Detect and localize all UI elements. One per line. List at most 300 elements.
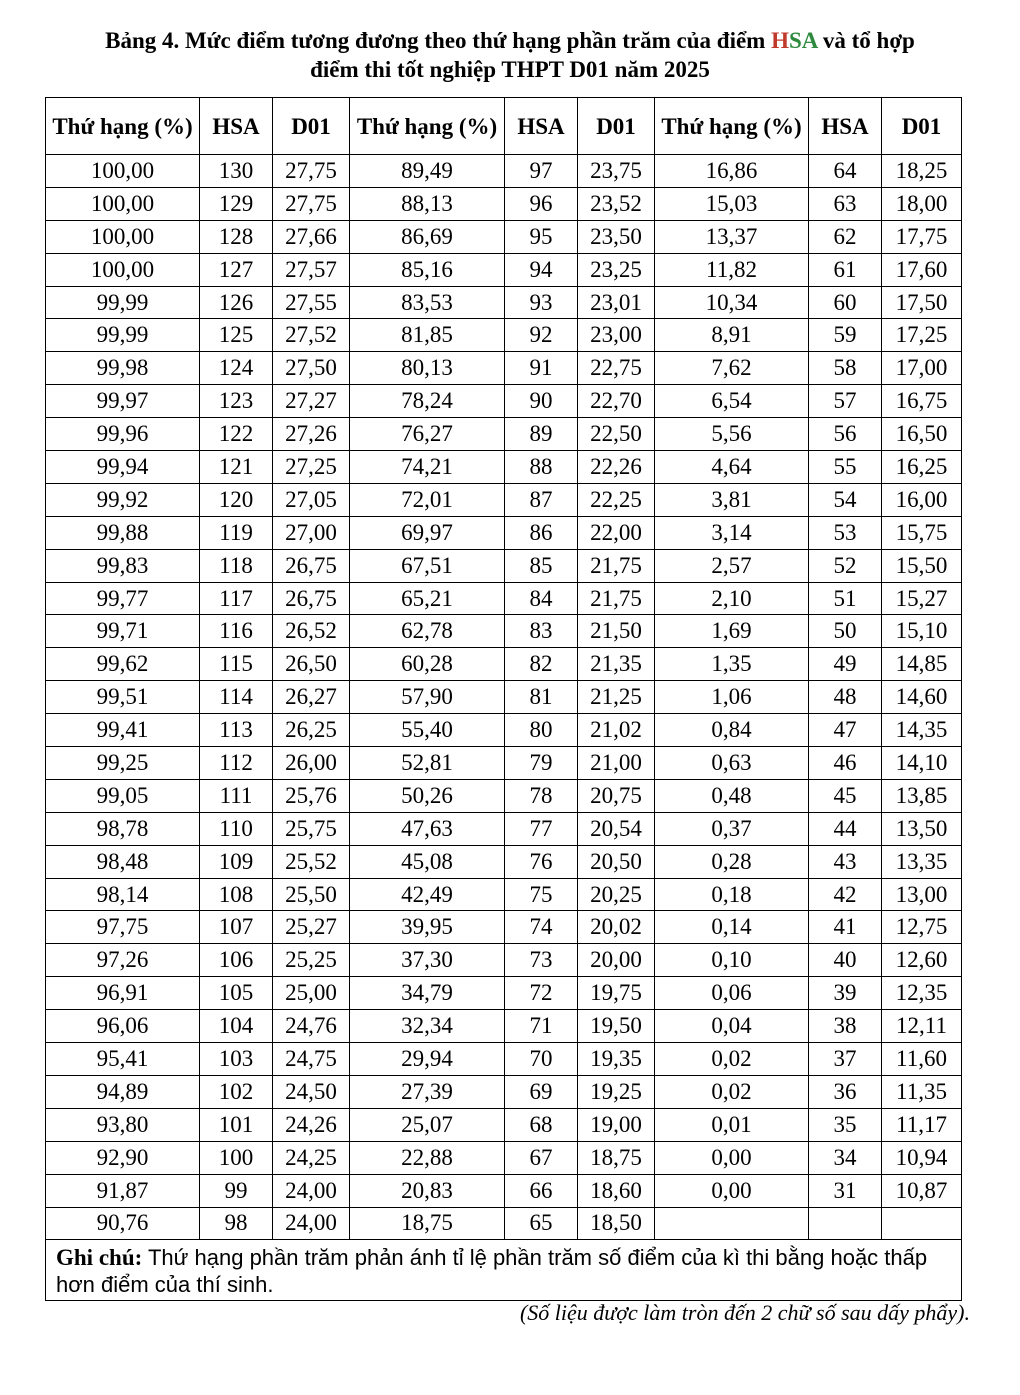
table-row [46,286,962,319]
header-row [46,98,962,155]
rank-cell: 96,06 [46,1010,200,1043]
hsa-cell: 49 [809,648,882,681]
d01-cell: 15,50 [882,549,962,582]
d01-cell: 19,00 [578,1108,655,1141]
hsa-cell: 95 [505,220,578,253]
rank-cell: 3,81 [655,483,809,516]
rank-cell: 42,49 [350,878,505,911]
d01-cell: 23,75 [578,155,655,188]
hsa-cell: 127 [200,253,273,286]
table-row [46,253,962,286]
hsa-cell: 73 [505,944,578,977]
hsa-cell: 111 [200,779,273,812]
rank-cell: 2,57 [655,549,809,582]
header-d01-1: D01 [273,98,350,155]
d01-cell: 27,05 [273,483,350,516]
rank-cell: 0,02 [655,1043,809,1076]
rank-cell: 27,39 [350,1075,505,1108]
rank-cell: 62,78 [350,615,505,648]
hsa-cell: 44 [809,812,882,845]
hsa-cell: 87 [505,483,578,516]
hsa-cell: 66 [505,1174,578,1207]
d01-cell: 27,75 [273,187,350,220]
hsa-cell: 115 [200,648,273,681]
hsa-cell: 120 [200,483,273,516]
hsa-cell [809,1207,882,1240]
rank-cell: 81,85 [350,319,505,352]
d01-cell: 22,50 [578,418,655,451]
hsa-cell: 53 [809,516,882,549]
hsa-cell: 88 [505,451,578,484]
rank-cell: 7,62 [655,352,809,385]
rank-cell: 95,41 [46,1043,200,1076]
rank-cell: 16,86 [655,155,809,188]
d01-cell: 21,02 [578,714,655,747]
d01-cell: 22,00 [578,516,655,549]
rank-cell: 0,02 [655,1075,809,1108]
d01-cell: 14,35 [882,714,962,747]
hsa-cell: 42 [809,878,882,911]
hsa-cell: 31 [809,1174,882,1207]
hsa-cell: 81 [505,681,578,714]
rank-cell: 15,03 [655,187,809,220]
d01-cell: 23,52 [578,187,655,220]
d01-cell: 24,00 [273,1174,350,1207]
d01-cell: 25,27 [273,911,350,944]
table-row [46,977,962,1010]
title-suffix: và tổ hợp [817,28,915,53]
hsa-cell: 74 [505,911,578,944]
d01-cell: 17,00 [882,352,962,385]
rank-cell: 52,81 [350,747,505,780]
hsa-cell: 125 [200,319,273,352]
table-row [46,878,962,911]
header-rank-2: Thứ hạng (%) [350,98,505,155]
rank-cell: 83,53 [350,286,505,319]
note-cell [46,1240,962,1301]
hsa-cell: 122 [200,418,273,451]
rank-cell: 99,88 [46,516,200,549]
hsa-cell: 80 [505,714,578,747]
rank-cell: 1,06 [655,681,809,714]
table-row [46,483,962,516]
table-row [46,1075,962,1108]
hsa-cell: 70 [505,1043,578,1076]
d01-cell: 16,00 [882,483,962,516]
hsa-cell: 126 [200,286,273,319]
title-hsa-h: H [771,28,789,53]
rank-cell: 100,00 [46,155,200,188]
rank-cell: 98,48 [46,845,200,878]
hsa-cell: 68 [505,1108,578,1141]
note-row [46,1240,962,1301]
rank-cell: 99,92 [46,483,200,516]
rank-cell: 32,34 [350,1010,505,1043]
rank-cell: 0,84 [655,714,809,747]
d01-cell: 24,00 [273,1207,350,1240]
d01-cell: 27,55 [273,286,350,319]
hsa-cell: 90 [505,385,578,418]
hsa-cell: 102 [200,1075,273,1108]
rank-cell: 100,00 [46,220,200,253]
rank-cell: 99,25 [46,747,200,780]
hsa-cell: 59 [809,319,882,352]
d01-cell: 18,60 [578,1174,655,1207]
d01-cell: 24,50 [273,1075,350,1108]
hsa-cell: 83 [505,615,578,648]
d01-cell: 22,70 [578,385,655,418]
hsa-cell: 57 [809,385,882,418]
rank-cell: 4,64 [655,451,809,484]
rounding-footnote: (Số liệu được làm tròn đến 2 chữ số sau dấy phẩy). [519,1300,970,1325]
d01-cell: 21,25 [578,681,655,714]
table-row [46,582,962,615]
hsa-cell: 98 [200,1207,273,1240]
note-text: Thứ hạng phần trăm phản ánh tỉ lệ phần trăm số điểm của kì thi bằng hoặc thấp hơn điểm của thí sinh. [56,1245,928,1298]
table-body [46,155,962,1240]
d01-cell: 21,75 [578,549,655,582]
d01-cell: 15,75 [882,516,962,549]
rank-cell: 37,30 [350,944,505,977]
rank-cell: 13,37 [655,220,809,253]
d01-cell: 18,25 [882,155,962,188]
rank-cell: 99,99 [46,319,200,352]
rank-cell: 22,88 [350,1141,505,1174]
rank-cell: 0,18 [655,878,809,911]
hsa-cell: 112 [200,747,273,780]
d01-cell: 26,27 [273,681,350,714]
rank-cell: 92,90 [46,1141,200,1174]
rank-cell: 2,10 [655,582,809,615]
hsa-cell: 47 [809,714,882,747]
d01-cell: 12,35 [882,977,962,1010]
table-row [46,1010,962,1043]
hsa-cell: 41 [809,911,882,944]
table-row [46,155,962,188]
d01-cell: 10,94 [882,1141,962,1174]
hsa-cell: 119 [200,516,273,549]
hsa-cell: 82 [505,648,578,681]
rank-cell: 99,99 [46,286,200,319]
d01-cell: 26,00 [273,747,350,780]
hsa-cell: 128 [200,220,273,253]
hsa-cell: 121 [200,451,273,484]
table-row [46,352,962,385]
d01-cell: 13,85 [882,779,962,812]
table-title [0,26,1020,84]
rank-cell: 74,21 [350,451,505,484]
rank-cell: 45,08 [350,845,505,878]
hsa-cell: 105 [200,977,273,1010]
d01-cell: 24,76 [273,1010,350,1043]
rank-cell: 18,75 [350,1207,505,1240]
rank-cell: 99,41 [46,714,200,747]
rank-cell: 60,28 [350,648,505,681]
hsa-cell: 85 [505,549,578,582]
hsa-cell: 86 [505,516,578,549]
d01-cell: 23,25 [578,253,655,286]
d01-cell: 19,50 [578,1010,655,1043]
hsa-cell: 104 [200,1010,273,1043]
hsa-cell: 63 [809,187,882,220]
hsa-cell: 35 [809,1108,882,1141]
hsa-cell: 67 [505,1141,578,1174]
rank-cell: 80,13 [350,352,505,385]
rank-cell: 34,79 [350,977,505,1010]
rank-cell: 99,83 [46,549,200,582]
hsa-cell: 69 [505,1075,578,1108]
header-rank-1: Thứ hạng (%) [46,98,200,155]
rank-cell: 85,16 [350,253,505,286]
d01-cell: 18,50 [578,1207,655,1240]
hsa-cell: 48 [809,681,882,714]
d01-cell: 17,25 [882,319,962,352]
rank-cell: 10,34 [655,286,809,319]
d01-cell: 20,25 [578,878,655,911]
d01-cell: 27,57 [273,253,350,286]
rank-cell: 78,24 [350,385,505,418]
table-row [46,615,962,648]
rank-cell: 0,63 [655,747,809,780]
rank-cell: 57,90 [350,681,505,714]
rank-cell: 100,00 [46,253,200,286]
rank-cell: 99,71 [46,615,200,648]
d01-cell: 20,54 [578,812,655,845]
table-row [46,187,962,220]
title-hsa-sa: SA [788,28,818,53]
table-row [46,1043,962,1076]
rank-cell: 99,62 [46,648,200,681]
d01-cell: 17,50 [882,286,962,319]
d01-cell: 12,11 [882,1010,962,1043]
d01-cell: 26,75 [273,549,350,582]
rank-cell: 25,07 [350,1108,505,1141]
rank-cell: 0,28 [655,845,809,878]
d01-cell: 26,52 [273,615,350,648]
hsa-cell: 75 [505,878,578,911]
hsa-cell: 123 [200,385,273,418]
hsa-cell: 110 [200,812,273,845]
d01-cell: 23,00 [578,319,655,352]
hsa-cell: 34 [809,1141,882,1174]
table-row [46,451,962,484]
d01-cell: 19,25 [578,1075,655,1108]
d01-cell: 21,00 [578,747,655,780]
d01-cell: 21,75 [578,582,655,615]
hsa-cell: 55 [809,451,882,484]
d01-cell: 19,35 [578,1043,655,1076]
rank-cell: 96,91 [46,977,200,1010]
hsa-cell: 106 [200,944,273,977]
d01-cell: 13,50 [882,812,962,845]
d01-cell: 27,66 [273,220,350,253]
table-row [46,648,962,681]
rank-cell: 94,89 [46,1075,200,1108]
rank-cell: 93,80 [46,1108,200,1141]
rank-cell: 3,14 [655,516,809,549]
hsa-cell: 64 [809,155,882,188]
header-hsa-3: HSA [809,98,882,155]
rank-cell: 0,48 [655,779,809,812]
d01-cell: 14,60 [882,681,962,714]
d01-cell: 23,50 [578,220,655,253]
d01-cell: 15,10 [882,615,962,648]
d01-cell [882,1207,962,1240]
d01-cell: 24,25 [273,1141,350,1174]
hsa-cell: 77 [505,812,578,845]
d01-cell: 24,26 [273,1108,350,1141]
d01-cell: 11,35 [882,1075,962,1108]
table-row [46,747,962,780]
rank-cell: 0,00 [655,1174,809,1207]
title-prefix: Bảng 4. Mức điểm tương đương theo thứ hạng phần trăm của điểm [105,28,772,53]
d01-cell: 20,00 [578,944,655,977]
title-line-2: điểm thi tốt nghiệp THPT D01 năm 2025 [310,57,710,82]
hsa-cell: 51 [809,582,882,615]
rank-cell: 0,14 [655,911,809,944]
d01-cell: 20,75 [578,779,655,812]
table-row [46,1174,962,1207]
hsa-cell: 72 [505,977,578,1010]
rank-cell: 88,13 [350,187,505,220]
d01-cell: 15,27 [882,582,962,615]
hsa-cell: 50 [809,615,882,648]
table-row [46,220,962,253]
d01-cell: 17,75 [882,220,962,253]
rank-cell: 99,05 [46,779,200,812]
hsa-cell: 103 [200,1043,273,1076]
table-row [46,714,962,747]
hsa-cell: 65 [505,1207,578,1240]
d01-cell: 27,27 [273,385,350,418]
rank-cell: 100,00 [46,187,200,220]
hsa-cell: 114 [200,681,273,714]
rank-cell: 39,95 [350,911,505,944]
rank-cell: 65,21 [350,582,505,615]
d01-cell: 18,75 [578,1141,655,1174]
rank-cell [655,1207,809,1240]
hsa-cell: 109 [200,845,273,878]
rank-cell: 89,49 [350,155,505,188]
hsa-cell: 96 [505,187,578,220]
header-d01-3: D01 [882,98,962,155]
table-row [46,319,962,352]
d01-cell: 12,60 [882,944,962,977]
hsa-cell: 39 [809,977,882,1010]
hsa-cell: 43 [809,845,882,878]
d01-cell: 18,00 [882,187,962,220]
d01-cell: 14,85 [882,648,962,681]
rank-cell: 67,51 [350,549,505,582]
hsa-cell: 79 [505,747,578,780]
d01-cell: 20,50 [578,845,655,878]
hsa-cell: 99 [200,1174,273,1207]
header-hsa-2: HSA [505,98,578,155]
rank-cell: 47,63 [350,812,505,845]
rank-cell: 0,37 [655,812,809,845]
table-row [46,1207,962,1240]
d01-cell: 21,50 [578,615,655,648]
rank-cell: 99,97 [46,385,200,418]
rank-cell: 6,54 [655,385,809,418]
score-equivalence-table [45,97,962,1301]
rank-cell: 50,26 [350,779,505,812]
rank-cell: 0,04 [655,1010,809,1043]
hsa-cell: 62 [809,220,882,253]
d01-cell: 23,01 [578,286,655,319]
hsa-cell: 84 [505,582,578,615]
hsa-cell: 52 [809,549,882,582]
table-row [46,1108,962,1141]
hsa-cell: 58 [809,352,882,385]
rank-cell: 99,98 [46,352,200,385]
rank-cell: 0,06 [655,977,809,1010]
rank-cell: 55,40 [350,714,505,747]
note-label: Ghi chú: [56,1245,143,1271]
header-d01-2: D01 [578,98,655,155]
hsa-cell: 94 [505,253,578,286]
d01-cell: 22,26 [578,451,655,484]
hsa-cell: 129 [200,187,273,220]
rank-cell: 0,10 [655,944,809,977]
rank-cell: 72,01 [350,483,505,516]
hsa-cell: 100 [200,1141,273,1174]
hsa-cell: 54 [809,483,882,516]
table-row [46,385,962,418]
d01-cell: 13,35 [882,845,962,878]
hsa-cell: 130 [200,155,273,188]
rank-cell: 90,76 [46,1207,200,1240]
d01-cell: 26,75 [273,582,350,615]
d01-cell: 16,50 [882,418,962,451]
rank-cell: 5,56 [655,418,809,451]
d01-cell: 19,75 [578,977,655,1010]
table-row [46,1141,962,1174]
d01-cell: 27,52 [273,319,350,352]
table-row [46,681,962,714]
header-hsa-1: HSA [200,98,273,155]
rank-cell: 98,78 [46,812,200,845]
table-row [46,812,962,845]
hsa-cell: 124 [200,352,273,385]
rank-cell: 97,75 [46,911,200,944]
d01-cell: 27,25 [273,451,350,484]
hsa-cell: 101 [200,1108,273,1141]
hsa-cell: 92 [505,319,578,352]
table-row [46,845,962,878]
rank-cell: 86,69 [350,220,505,253]
hsa-cell: 117 [200,582,273,615]
d01-cell: 11,17 [882,1108,962,1141]
hsa-cell: 91 [505,352,578,385]
hsa-cell: 89 [505,418,578,451]
d01-cell: 20,02 [578,911,655,944]
hsa-cell: 46 [809,747,882,780]
hsa-cell: 37 [809,1043,882,1076]
rank-cell: 20,83 [350,1174,505,1207]
d01-cell: 26,50 [273,648,350,681]
rank-cell: 97,26 [46,944,200,977]
rank-cell: 29,94 [350,1043,505,1076]
hsa-cell: 97 [505,155,578,188]
d01-cell: 25,75 [273,812,350,845]
d01-cell: 27,00 [273,516,350,549]
rank-cell: 0,01 [655,1108,809,1141]
d01-cell: 27,75 [273,155,350,188]
rank-cell: 0,00 [655,1141,809,1174]
hsa-cell: 93 [505,286,578,319]
rank-cell: 99,94 [46,451,200,484]
